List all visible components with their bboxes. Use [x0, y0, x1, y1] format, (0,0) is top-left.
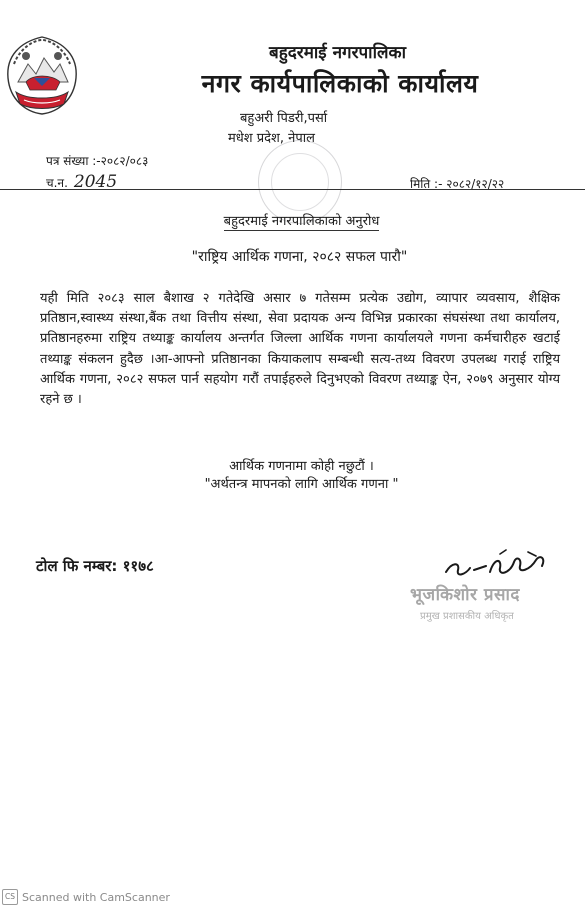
- dispatch-value: 2045: [73, 172, 118, 192]
- letter-subject: [0, 211, 585, 229]
- closing-line-1: आर्थिक गणनामा कोही नछुटौं ।: [229, 459, 374, 474]
- letter-body: यही मिति २०८३ साल बैशाख २ गतेदेखि असार ७ गतेसम्म प्रत्येक उद्योग, व्यापार व्यवसाय, शैक्षिक प्रतिष्ठान,स्वास्थ्य संस्था,बैंक तथा वित्तीय संस्था, सेवा प्रदायक अन्य विभिन्न प्रकारका संघसंस्था तथा कार्यालय, प्रतिष्ठानहरुमा राष्ट्रिय तथ्याङ्क कार्यालय अन्तर्गत जिल्ला आर्थिक गणना कार्यालयले गणना कर्मचारीहरु खटाई तथ्याङ्क संकलन हुदैछ ।आ-आफ्नो प्रतिष्ठानका कियाकलाप सम्बन्धी सत्य-तथ्य विवरण उपलब्ध गराई राष्ट्रिय आर्थिक गणना, २०८२ सफल पार्न सहयोग गरौं तपाईहरुले दिनुभएको विवरण तथ्याङ्क ऐन, २०७९ अनुसार योग्य रहने छ ।: [40, 291, 560, 408]
- closing-line-2: "अर्थतन्त्र मापनको लागि आर्थिक गणना ": [204, 477, 399, 492]
- signatory-name: भूजकिशोर प्रसाद: [410, 585, 520, 605]
- organization-name: बहुदरमाई नगरपालिका: [269, 43, 406, 63]
- signatory-title: प्रमुख प्रशासकीय अधिकृत: [420, 611, 514, 622]
- header-divider: [0, 189, 585, 190]
- scanner-watermark: [2, 889, 170, 905]
- scanner-label: Scanned with CamScanner: [22, 890, 170, 904]
- office-title: नगर कार्यपालिकाको कार्यालय: [201, 69, 479, 98]
- toll-free-number: टोल फि नम्बर: ११७८: [36, 557, 154, 575]
- subject-text: बहुदरमाई नगरपालिकाको अनुरोध: [223, 214, 380, 229]
- campaign-slogan: "राष्ट्रिय आर्थिक गणना, २०८२ सफल पारौ": [191, 249, 408, 265]
- address-line-1: बहुअरी पिडरी,पर्सा: [240, 111, 328, 126]
- dispatch-label: च.न.: [46, 176, 68, 190]
- letter-date: मिति :- २०८२/१२/२२: [410, 177, 505, 191]
- reference-number: पत्र संख्या :-२०८२/०८३: [46, 154, 149, 168]
- address-line-2: मधेश प्रदेश, नेपाल: [228, 131, 315, 146]
- camscanner-icon: CS: [2, 889, 18, 905]
- handwritten-signature-icon: [440, 548, 560, 586]
